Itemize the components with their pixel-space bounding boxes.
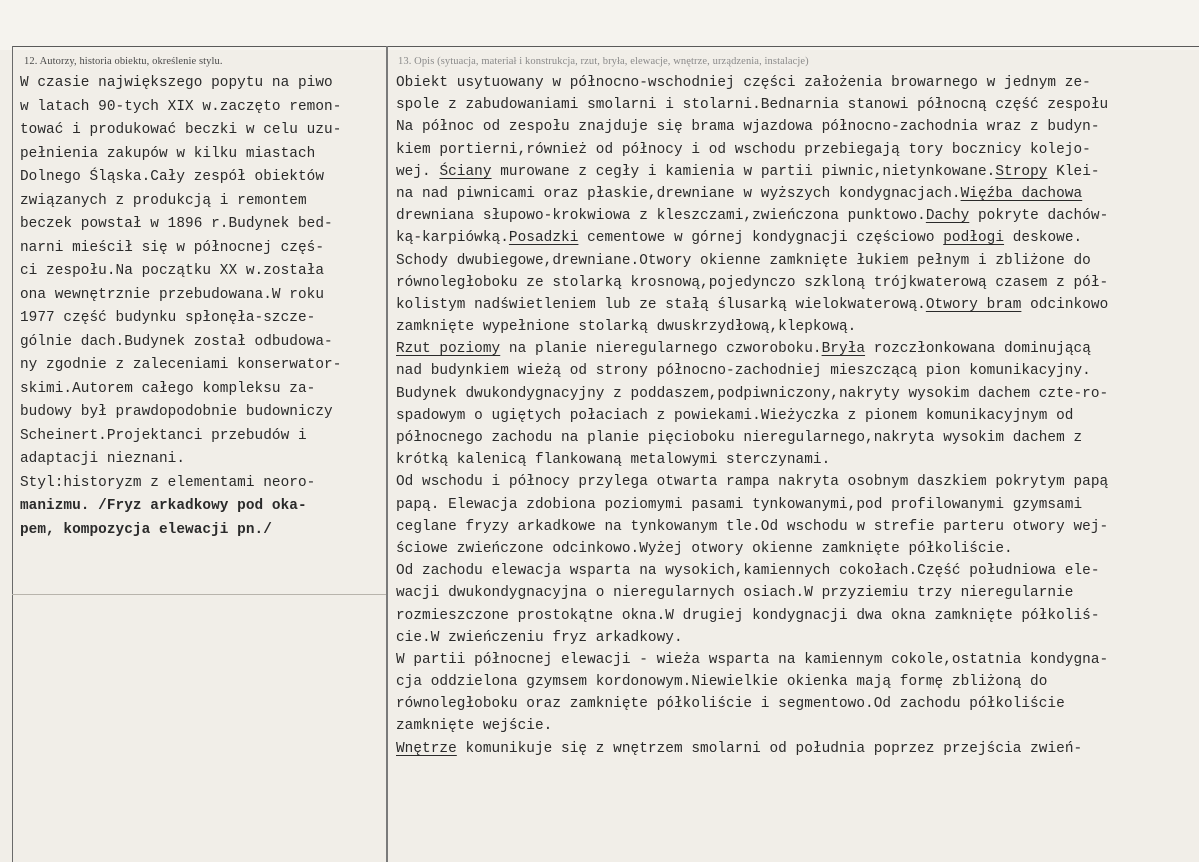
- description-text-line: W partii północnej elewacji - wieża wsparta na kamiennym cokole,ostatnia kondygna-: [396, 651, 1109, 668]
- history-text-line: adaptacji nieznani.: [20, 451, 186, 467]
- description-text-line: wacji dwukondygnacyjna o nieregularnych osiach.W przyziemiu trzy nieregularnie: [396, 585, 1074, 602]
- description-text-line: zamknięte wypełnione stolarką dwuskrzydłową,klepkową.: [396, 319, 857, 336]
- history-text-line: ci zespołu.Na początku XX w.została: [20, 263, 325, 279]
- description-text-line: ceglane fryzy arkadkowe na tynkowanym tle.Od wschodu w strefie parteru otwory wej-: [396, 518, 1109, 535]
- description-text-line: Od wschodu i północy przylega otwarta rampa nakryta osobnym daszkiem pokrytym papą: [396, 474, 1109, 491]
- top-rule: [12, 46, 1199, 47]
- history-text-line: pem, kompozycja elewacji pn./: [20, 521, 272, 538]
- description-text-line: ściowe zwieńczone odcinkowo.Wyżej otwory okienne zamknięte półkoliście.: [396, 540, 1013, 557]
- history-text-line: manizmu. /Fryz arkadkowy pod oka-: [20, 498, 307, 514]
- description-text-line: ką-karpiówką.Posadzki cementowe w górnej kondygnacji częściowo podłogi deskowe.: [396, 230, 1083, 247]
- description-text-line: na nad piwnicami oraz płaskie,drewniane w wyższych kondygnacjach.Więźba dachowa: [396, 185, 1083, 202]
- history-text-line: ny zgodnie z zaleceniami konserwator-: [20, 357, 342, 373]
- history-text-column: [20, 72, 382, 542]
- history-text-line: Styl:historyzm z elementami neoro-: [20, 474, 316, 491]
- description-text-line: Budynek dwukondygnacyjny z poddaszem,podpiwniczony,nakryty wysokim dachem czte-ro-: [396, 385, 1109, 402]
- history-text-line: beczek powstał w 1896 r.Budynek bed-: [20, 216, 333, 232]
- section-12-header: 12. Autorzy, historia obiektu, określenie stylu.: [24, 56, 223, 67]
- description-text-line: zamknięte wejście.: [396, 718, 553, 735]
- description-text-line: Rzut poziomy na planie nieregularnego czworoboku.Bryła rozczłonkowana dominującą: [396, 341, 1091, 358]
- left-rule: [12, 46, 13, 862]
- history-text-line: ona wewnętrznie przebudowana.W roku: [20, 286, 325, 303]
- description-text-line: spole z zabudowaniami smolarni i stolarni.Bednarnia stanowi północną część zespołu: [396, 97, 1109, 114]
- column-divider: [386, 46, 388, 862]
- description-text-line: Na północ od zespołu znajduje się brama wjazdowa północno-zachodnia wraz z budyn-: [396, 119, 1100, 136]
- history-text-line: 1977 część budynku spłonęła-szcze-: [20, 310, 316, 326]
- history-text-line: w latach 90-tych XIX w.zaczęto remon-: [20, 98, 342, 115]
- description-text-line: drewniana słupowo-krokwiowa z kleszczami,zwieńczona punktowo.Dachy pokryte dachów-: [396, 208, 1109, 225]
- description-text-line: kolistym nadświetleniem lub ze stałą ślusarką wielokwaterową.Otwory bram odcinkowo: [396, 296, 1109, 313]
- description-text-column: [396, 72, 1199, 760]
- history-text-line: Dolnego Śląska.Cały zespół obiektów: [20, 169, 325, 185]
- description-text-line: nad budynkiem wieżą od strony północno-zachodniej mieszczącą pion komunikacyjny.: [396, 363, 1091, 380]
- history-text-line: budowy był prawdopodobnie budowniczy: [20, 404, 333, 420]
- history-text-line: tować i produkować beczki w celu uzu-: [20, 122, 342, 138]
- description-text-line: wej. Ściany murowane z cegły i kamienia w partii piwnic,nietynkowane.Stropy Klei-: [396, 163, 1100, 180]
- section-13-header: 13. Opis (sytuacja, materiał i konstrukcja, rzut, bryła, elewacje, wnętrze, urządzenia, instalacje): [398, 56, 809, 67]
- description-text-line: cja oddzielona gzymsem kordonowym.Niewielkie okienka mają formę zbliżoną do: [396, 674, 1048, 691]
- description-text-line: równoległoboku oraz zamknięte półkoliście i segmentowo.Od zachodu półkoliście: [396, 696, 1065, 713]
- top-margin: [0, 0, 1199, 50]
- history-text-line: związanych z produkcją i remontem: [20, 192, 307, 209]
- history-text-line: Scheinert.Projektanci przebudów i: [20, 427, 307, 444]
- history-text-line: gólnie dach.Budynek został odbudowa-: [20, 333, 333, 350]
- description-text-line: równoległoboku ze stolarką krosnową,pojedynczo szkloną trójkwaterową czasem z pół-: [396, 274, 1109, 291]
- description-text-line: północnego zachodu na planie pięcioboku nieregularnego,nakryta wysokim dachem z: [396, 430, 1083, 446]
- history-text-line: narni mieścił się w północnej częś-: [20, 239, 325, 256]
- fold-line: [12, 594, 386, 595]
- description-text-line: kiem portierni,również od północy i od wschodu przebiegają tory bocznicy kolejo-: [396, 141, 1091, 158]
- history-text-line: W czasie największego popytu na piwo: [20, 75, 333, 91]
- description-text-line: spadowym o ugiętych połaciach z powiekami.Wieżyczka z pionem komunikacyjnym od: [396, 407, 1074, 424]
- description-text-line: Schody dwubiegowe,drewniane.Otwory okienne zamknięte łukiem pełnym i zbliżone do: [396, 252, 1091, 269]
- description-text-line: Wnętrze komunikuje się z wnętrzem smolarni od południa poprzez przejścia zwień-: [396, 740, 1083, 757]
- description-text-line: rozmieszczone prostokątne okna.W drugiej kondygnacji dwa okna zamknięte półkoliś-: [396, 607, 1100, 624]
- description-text-line: papą. Elewacja zdobiona poziomymi pasami tynkowanymi,pod profilowanymi gzymsami: [396, 496, 1083, 513]
- description-text-line: Od zachodu elewacja wsparta na wysokich,kamiennych cokołach.Część południowa ele-: [396, 563, 1100, 580]
- description-text-line: cie.W zwieńczeniu fryz arkadkowy.: [396, 629, 683, 646]
- history-text-line: pełnienia zakupów w kilku miastach: [20, 145, 316, 162]
- description-text-line: krótką kalenicą flankowaną metalowymi sterczynami.: [396, 452, 831, 469]
- history-text-line: skimi.Autorem całego kompleksu za-: [20, 380, 316, 397]
- description-text-line: Obiekt usytuowany w północno-wschodniej części założenia browarnego w jednym ze-: [396, 75, 1091, 91]
